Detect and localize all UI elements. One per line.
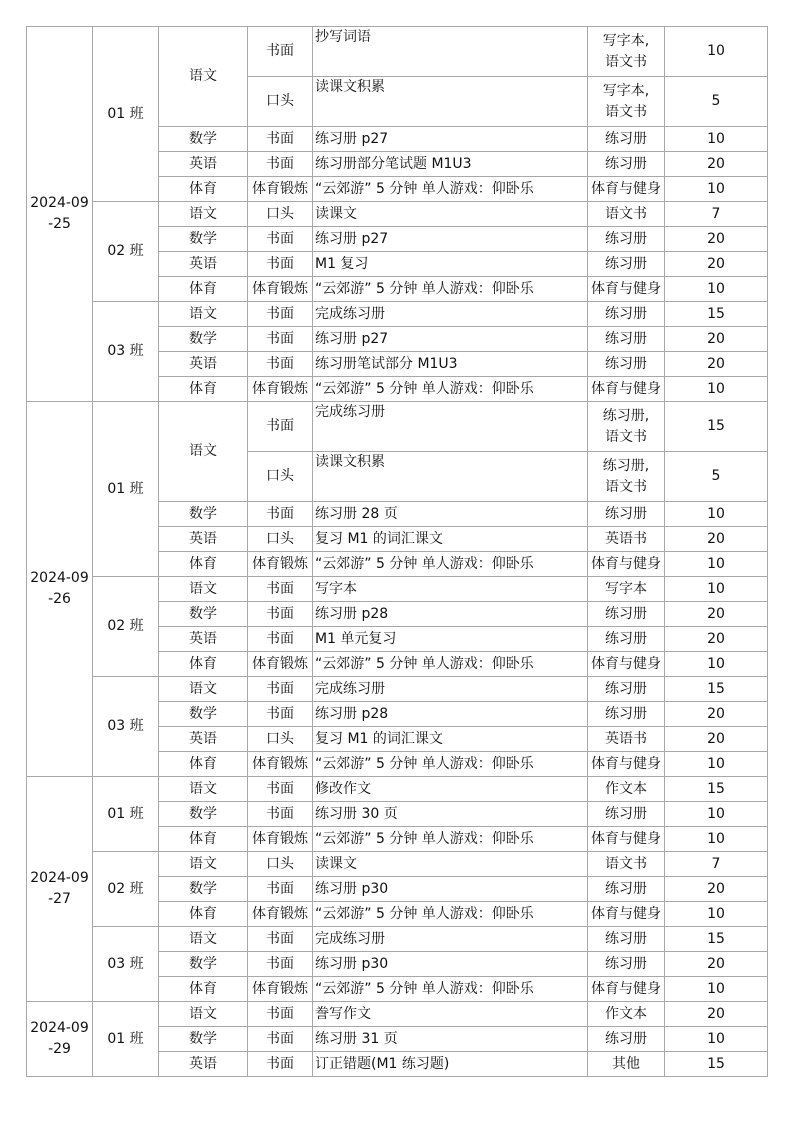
duration-cell: 10 xyxy=(665,27,768,77)
homework-task-cell: “云郊游” 5 分钟 单人游戏：仰卧乐 xyxy=(313,377,588,402)
subject-cell: 语文 xyxy=(159,202,248,227)
homework-type-cell: 体育锻炼 xyxy=(248,752,313,777)
subject-cell: 数学 xyxy=(159,952,248,977)
material-cell: 英语书 xyxy=(588,527,665,552)
material-cell: 作文本 xyxy=(588,1002,665,1027)
material-cell: 语文书 xyxy=(588,202,665,227)
duration-cell: 10 xyxy=(665,552,768,577)
homework-type-cell: 书面 xyxy=(248,877,313,902)
subject-cell: 语文 xyxy=(159,1002,248,1027)
subject-cell: 数学 xyxy=(159,127,248,152)
duration-cell: 10 xyxy=(665,377,768,402)
homework-type-cell: 书面 xyxy=(248,677,313,702)
homework-task-cell: 练习册 p28 xyxy=(313,602,588,627)
duration-cell: 20 xyxy=(665,602,768,627)
material-cell: 体育与健身 xyxy=(588,977,665,1002)
material-cell: 练习册 xyxy=(588,602,665,627)
homework-type-cell: 书面 xyxy=(248,402,313,452)
subject-cell: 体育 xyxy=(159,752,248,777)
duration-cell: 10 xyxy=(665,127,768,152)
subject-cell: 语文 xyxy=(159,777,248,802)
subject-cell: 体育 xyxy=(159,902,248,927)
duration-cell: 15 xyxy=(665,302,768,327)
homework-type-cell: 书面 xyxy=(248,302,313,327)
material-cell: 练习册 xyxy=(588,327,665,352)
material-cell: 体育与健身 xyxy=(588,902,665,927)
subject-cell: 数学 xyxy=(159,602,248,627)
duration-cell: 15 xyxy=(665,677,768,702)
homework-task-cell: 读课文 xyxy=(313,202,588,227)
duration-cell: 20 xyxy=(665,627,768,652)
material-cell: 语文书 xyxy=(588,852,665,877)
homework-type-cell: 书面 xyxy=(248,327,313,352)
duration-cell: 15 xyxy=(665,1052,768,1077)
homework-task-cell: 读课文积累 xyxy=(313,452,588,502)
homework-task-cell: 练习册 30 页 xyxy=(313,802,588,827)
subject-cell: 体育 xyxy=(159,977,248,1002)
material-cell: 体育与健身 xyxy=(588,377,665,402)
homework-task-cell: 完成练习册 xyxy=(313,927,588,952)
table-row xyxy=(27,402,768,452)
subject-cell: 英语 xyxy=(159,727,248,752)
duration-cell: 10 xyxy=(665,652,768,677)
material-cell: 练习册 xyxy=(588,252,665,277)
homework-task-cell: “云郊游” 5 分钟 单人游戏：仰卧乐 xyxy=(313,652,588,677)
material-cell: 练习册 xyxy=(588,127,665,152)
homework-type-cell: 口头 xyxy=(248,77,313,127)
class-cell: 03 班 xyxy=(93,677,159,777)
material-cell: 写字本 xyxy=(588,577,665,602)
table-row xyxy=(27,302,768,327)
homework-task-cell: 订正错题(M1 练习题) xyxy=(313,1052,588,1077)
class-cell: 02 班 xyxy=(93,577,159,677)
material-cell: 练习册 xyxy=(588,352,665,377)
material-cell: 练习册,语文书 xyxy=(588,452,665,502)
homework-type-cell: 口头 xyxy=(248,727,313,752)
subject-cell: 体育 xyxy=(159,377,248,402)
date-cell: 2024-09-29 xyxy=(27,1002,93,1077)
subject-cell: 语文 xyxy=(159,577,248,602)
class-cell: 01 班 xyxy=(93,777,159,852)
material-cell: 体育与健身 xyxy=(588,827,665,852)
subject-cell: 英语 xyxy=(159,252,248,277)
homework-type-cell: 书面 xyxy=(248,1027,313,1052)
subject-cell: 数学 xyxy=(159,1027,248,1052)
subject-cell: 体育 xyxy=(159,827,248,852)
homework-task-cell: 练习册 31 页 xyxy=(313,1027,588,1052)
table-row xyxy=(27,927,768,952)
duration-cell: 5 xyxy=(665,452,768,502)
homework-type-cell: 书面 xyxy=(248,602,313,627)
homework-type-cell: 体育锻炼 xyxy=(248,977,313,1002)
homework-type-cell: 书面 xyxy=(248,127,313,152)
homework-task-cell: “云郊游” 5 分钟 单人游戏：仰卧乐 xyxy=(313,752,588,777)
homework-task-cell: “云郊游” 5 分钟 单人游戏：仰卧乐 xyxy=(313,277,588,302)
subject-cell: 语文 xyxy=(159,27,248,127)
table-row xyxy=(27,577,768,602)
homework-type-cell: 体育锻炼 xyxy=(248,277,313,302)
homework-table-body xyxy=(27,27,768,1077)
homework-task-cell: 练习册 28 页 xyxy=(313,502,588,527)
homework-task-cell: 练习册 p27 xyxy=(313,327,588,352)
homework-type-cell: 口头 xyxy=(248,452,313,502)
homework-type-cell: 书面 xyxy=(248,777,313,802)
homework-task-cell: “云郊游” 5 分钟 单人游戏：仰卧乐 xyxy=(313,902,588,927)
homework-task-cell: “云郊游” 5 分钟 单人游戏：仰卧乐 xyxy=(313,977,588,1002)
material-cell: 练习册 xyxy=(588,952,665,977)
duration-cell: 20 xyxy=(665,252,768,277)
duration-cell: 10 xyxy=(665,802,768,827)
homework-task-cell: 练习册笔试部分 M1U3 xyxy=(313,352,588,377)
material-cell: 练习册 xyxy=(588,302,665,327)
duration-cell: 20 xyxy=(665,952,768,977)
class-cell: 03 班 xyxy=(93,302,159,402)
homework-task-cell: 完成练习册 xyxy=(313,302,588,327)
homework-task-cell: 练习册部分笔试题 M1U3 xyxy=(313,152,588,177)
homework-task-cell: 练习册 p27 xyxy=(313,227,588,252)
material-cell: 体育与健身 xyxy=(588,552,665,577)
duration-cell: 20 xyxy=(665,352,768,377)
homework-type-cell: 体育锻炼 xyxy=(248,377,313,402)
subject-cell: 英语 xyxy=(159,627,248,652)
homework-sheet xyxy=(26,26,767,1077)
duration-cell: 10 xyxy=(665,577,768,602)
material-cell: 写字本,语文书 xyxy=(588,27,665,77)
material-cell: 体育与健身 xyxy=(588,752,665,777)
subject-cell: 语文 xyxy=(159,852,248,877)
subject-cell: 数学 xyxy=(159,702,248,727)
duration-cell: 10 xyxy=(665,827,768,852)
subject-cell: 英语 xyxy=(159,1052,248,1077)
homework-task-cell: 复习 M1 的词汇课文 xyxy=(313,727,588,752)
date-cell: 2024-09-25 xyxy=(27,27,93,402)
duration-cell: 10 xyxy=(665,277,768,302)
homework-type-cell: 体育锻炼 xyxy=(248,652,313,677)
homework-task-cell: 练习册 p27 xyxy=(313,127,588,152)
material-cell: 体育与健身 xyxy=(588,177,665,202)
duration-cell: 20 xyxy=(665,227,768,252)
homework-task-cell: “云郊游” 5 分钟 单人游戏：仰卧乐 xyxy=(313,177,588,202)
duration-cell: 20 xyxy=(665,152,768,177)
homework-type-cell: 书面 xyxy=(248,227,313,252)
homework-task-cell: M1 复习 xyxy=(313,252,588,277)
class-cell: 01 班 xyxy=(93,1002,159,1077)
homework-type-cell: 口头 xyxy=(248,202,313,227)
material-cell: 练习册 xyxy=(588,1027,665,1052)
homework-type-cell: 书面 xyxy=(248,927,313,952)
homework-task-cell: “云郊游” 5 分钟 单人游戏：仰卧乐 xyxy=(313,552,588,577)
class-cell: 03 班 xyxy=(93,927,159,1002)
duration-cell: 10 xyxy=(665,902,768,927)
material-cell: 其他 xyxy=(588,1052,665,1077)
material-cell: 练习册 xyxy=(588,227,665,252)
homework-task-cell: M1 单元复习 xyxy=(313,627,588,652)
homework-task-cell: 完成练习册 xyxy=(313,402,588,452)
duration-cell: 10 xyxy=(665,1027,768,1052)
homework-task-cell: 完成练习册 xyxy=(313,677,588,702)
homework-type-cell: 体育锻炼 xyxy=(248,552,313,577)
homework-type-cell: 书面 xyxy=(248,352,313,377)
class-cell: 02 班 xyxy=(93,852,159,927)
material-cell: 体育与健身 xyxy=(588,652,665,677)
subject-cell: 数学 xyxy=(159,502,248,527)
duration-cell: 20 xyxy=(665,727,768,752)
class-cell: 01 班 xyxy=(93,402,159,577)
homework-type-cell: 书面 xyxy=(248,502,313,527)
duration-cell: 20 xyxy=(665,327,768,352)
table-row xyxy=(27,202,768,227)
table-row xyxy=(27,777,768,802)
material-cell: 练习册 xyxy=(588,152,665,177)
material-cell: 练习册 xyxy=(588,677,665,702)
duration-cell: 20 xyxy=(665,877,768,902)
homework-task-cell: 修改作文 xyxy=(313,777,588,802)
subject-cell: 体育 xyxy=(159,652,248,677)
homework-type-cell: 书面 xyxy=(248,627,313,652)
homework-task-cell: 写字本 xyxy=(313,577,588,602)
duration-cell: 20 xyxy=(665,702,768,727)
material-cell: 练习册 xyxy=(588,502,665,527)
homework-task-cell: 抄写词语 xyxy=(313,27,588,77)
material-cell: 体育与健身 xyxy=(588,277,665,302)
material-cell: 练习册 xyxy=(588,802,665,827)
duration-cell: 10 xyxy=(665,752,768,777)
material-cell: 练习册 xyxy=(588,927,665,952)
homework-type-cell: 书面 xyxy=(248,952,313,977)
material-cell: 英语书 xyxy=(588,727,665,752)
duration-cell: 7 xyxy=(665,852,768,877)
subject-cell: 数学 xyxy=(159,227,248,252)
duration-cell: 10 xyxy=(665,502,768,527)
duration-cell: 20 xyxy=(665,1002,768,1027)
homework-type-cell: 书面 xyxy=(248,252,313,277)
material-cell: 练习册,语文书 xyxy=(588,402,665,452)
homework-task-cell: 复习 M1 的词汇课文 xyxy=(313,527,588,552)
homework-type-cell: 体育锻炼 xyxy=(248,902,313,927)
subject-cell: 语文 xyxy=(159,677,248,702)
date-cell: 2024-09-27 xyxy=(27,777,93,1002)
duration-cell: 15 xyxy=(665,777,768,802)
homework-type-cell: 书面 xyxy=(248,577,313,602)
material-cell: 练习册 xyxy=(588,877,665,902)
homework-task-cell: 誊写作文 xyxy=(313,1002,588,1027)
class-cell: 01 班 xyxy=(93,27,159,202)
homework-task-cell: 练习册 p30 xyxy=(313,952,588,977)
homework-type-cell: 口头 xyxy=(248,527,313,552)
material-cell: 写字本,语文书 xyxy=(588,77,665,127)
duration-cell: 15 xyxy=(665,927,768,952)
subject-cell: 数学 xyxy=(159,802,248,827)
subject-cell: 数学 xyxy=(159,327,248,352)
homework-type-cell: 书面 xyxy=(248,152,313,177)
class-cell: 02 班 xyxy=(93,202,159,302)
homework-task-cell: “云郊游” 5 分钟 单人游戏：仰卧乐 xyxy=(313,827,588,852)
subject-cell: 体育 xyxy=(159,177,248,202)
subject-cell: 数学 xyxy=(159,877,248,902)
duration-cell: 15 xyxy=(665,402,768,452)
subject-cell: 英语 xyxy=(159,152,248,177)
table-row xyxy=(27,27,768,77)
homework-task-cell: 读课文积累 xyxy=(313,77,588,127)
duration-cell: 10 xyxy=(665,977,768,1002)
date-cell: 2024-09-26 xyxy=(27,402,93,777)
subject-cell: 英语 xyxy=(159,352,248,377)
homework-task-cell: 读课文 xyxy=(313,852,588,877)
subject-cell: 语文 xyxy=(159,402,248,502)
duration-cell: 7 xyxy=(665,202,768,227)
subject-cell: 语文 xyxy=(159,302,248,327)
table-row xyxy=(27,1002,768,1027)
homework-type-cell: 体育锻炼 xyxy=(248,177,313,202)
homework-type-cell: 口头 xyxy=(248,852,313,877)
material-cell: 练习册 xyxy=(588,627,665,652)
material-cell: 练习册 xyxy=(588,702,665,727)
table-row xyxy=(27,852,768,877)
subject-cell: 语文 xyxy=(159,927,248,952)
duration-cell: 20 xyxy=(665,527,768,552)
table-row xyxy=(27,677,768,702)
material-cell: 作文本 xyxy=(588,777,665,802)
homework-type-cell: 体育锻炼 xyxy=(248,827,313,852)
subject-cell: 英语 xyxy=(159,527,248,552)
homework-type-cell: 书面 xyxy=(248,802,313,827)
homework-task-cell: 练习册 p28 xyxy=(313,702,588,727)
subject-cell: 体育 xyxy=(159,277,248,302)
homework-type-cell: 书面 xyxy=(248,702,313,727)
duration-cell: 10 xyxy=(665,177,768,202)
homework-type-cell: 书面 xyxy=(248,1052,313,1077)
homework-type-cell: 书面 xyxy=(248,1002,313,1027)
subject-cell: 体育 xyxy=(159,552,248,577)
duration-cell: 5 xyxy=(665,77,768,127)
homework-table xyxy=(26,26,768,1077)
homework-type-cell: 书面 xyxy=(248,27,313,77)
homework-task-cell: 练习册 p30 xyxy=(313,877,588,902)
